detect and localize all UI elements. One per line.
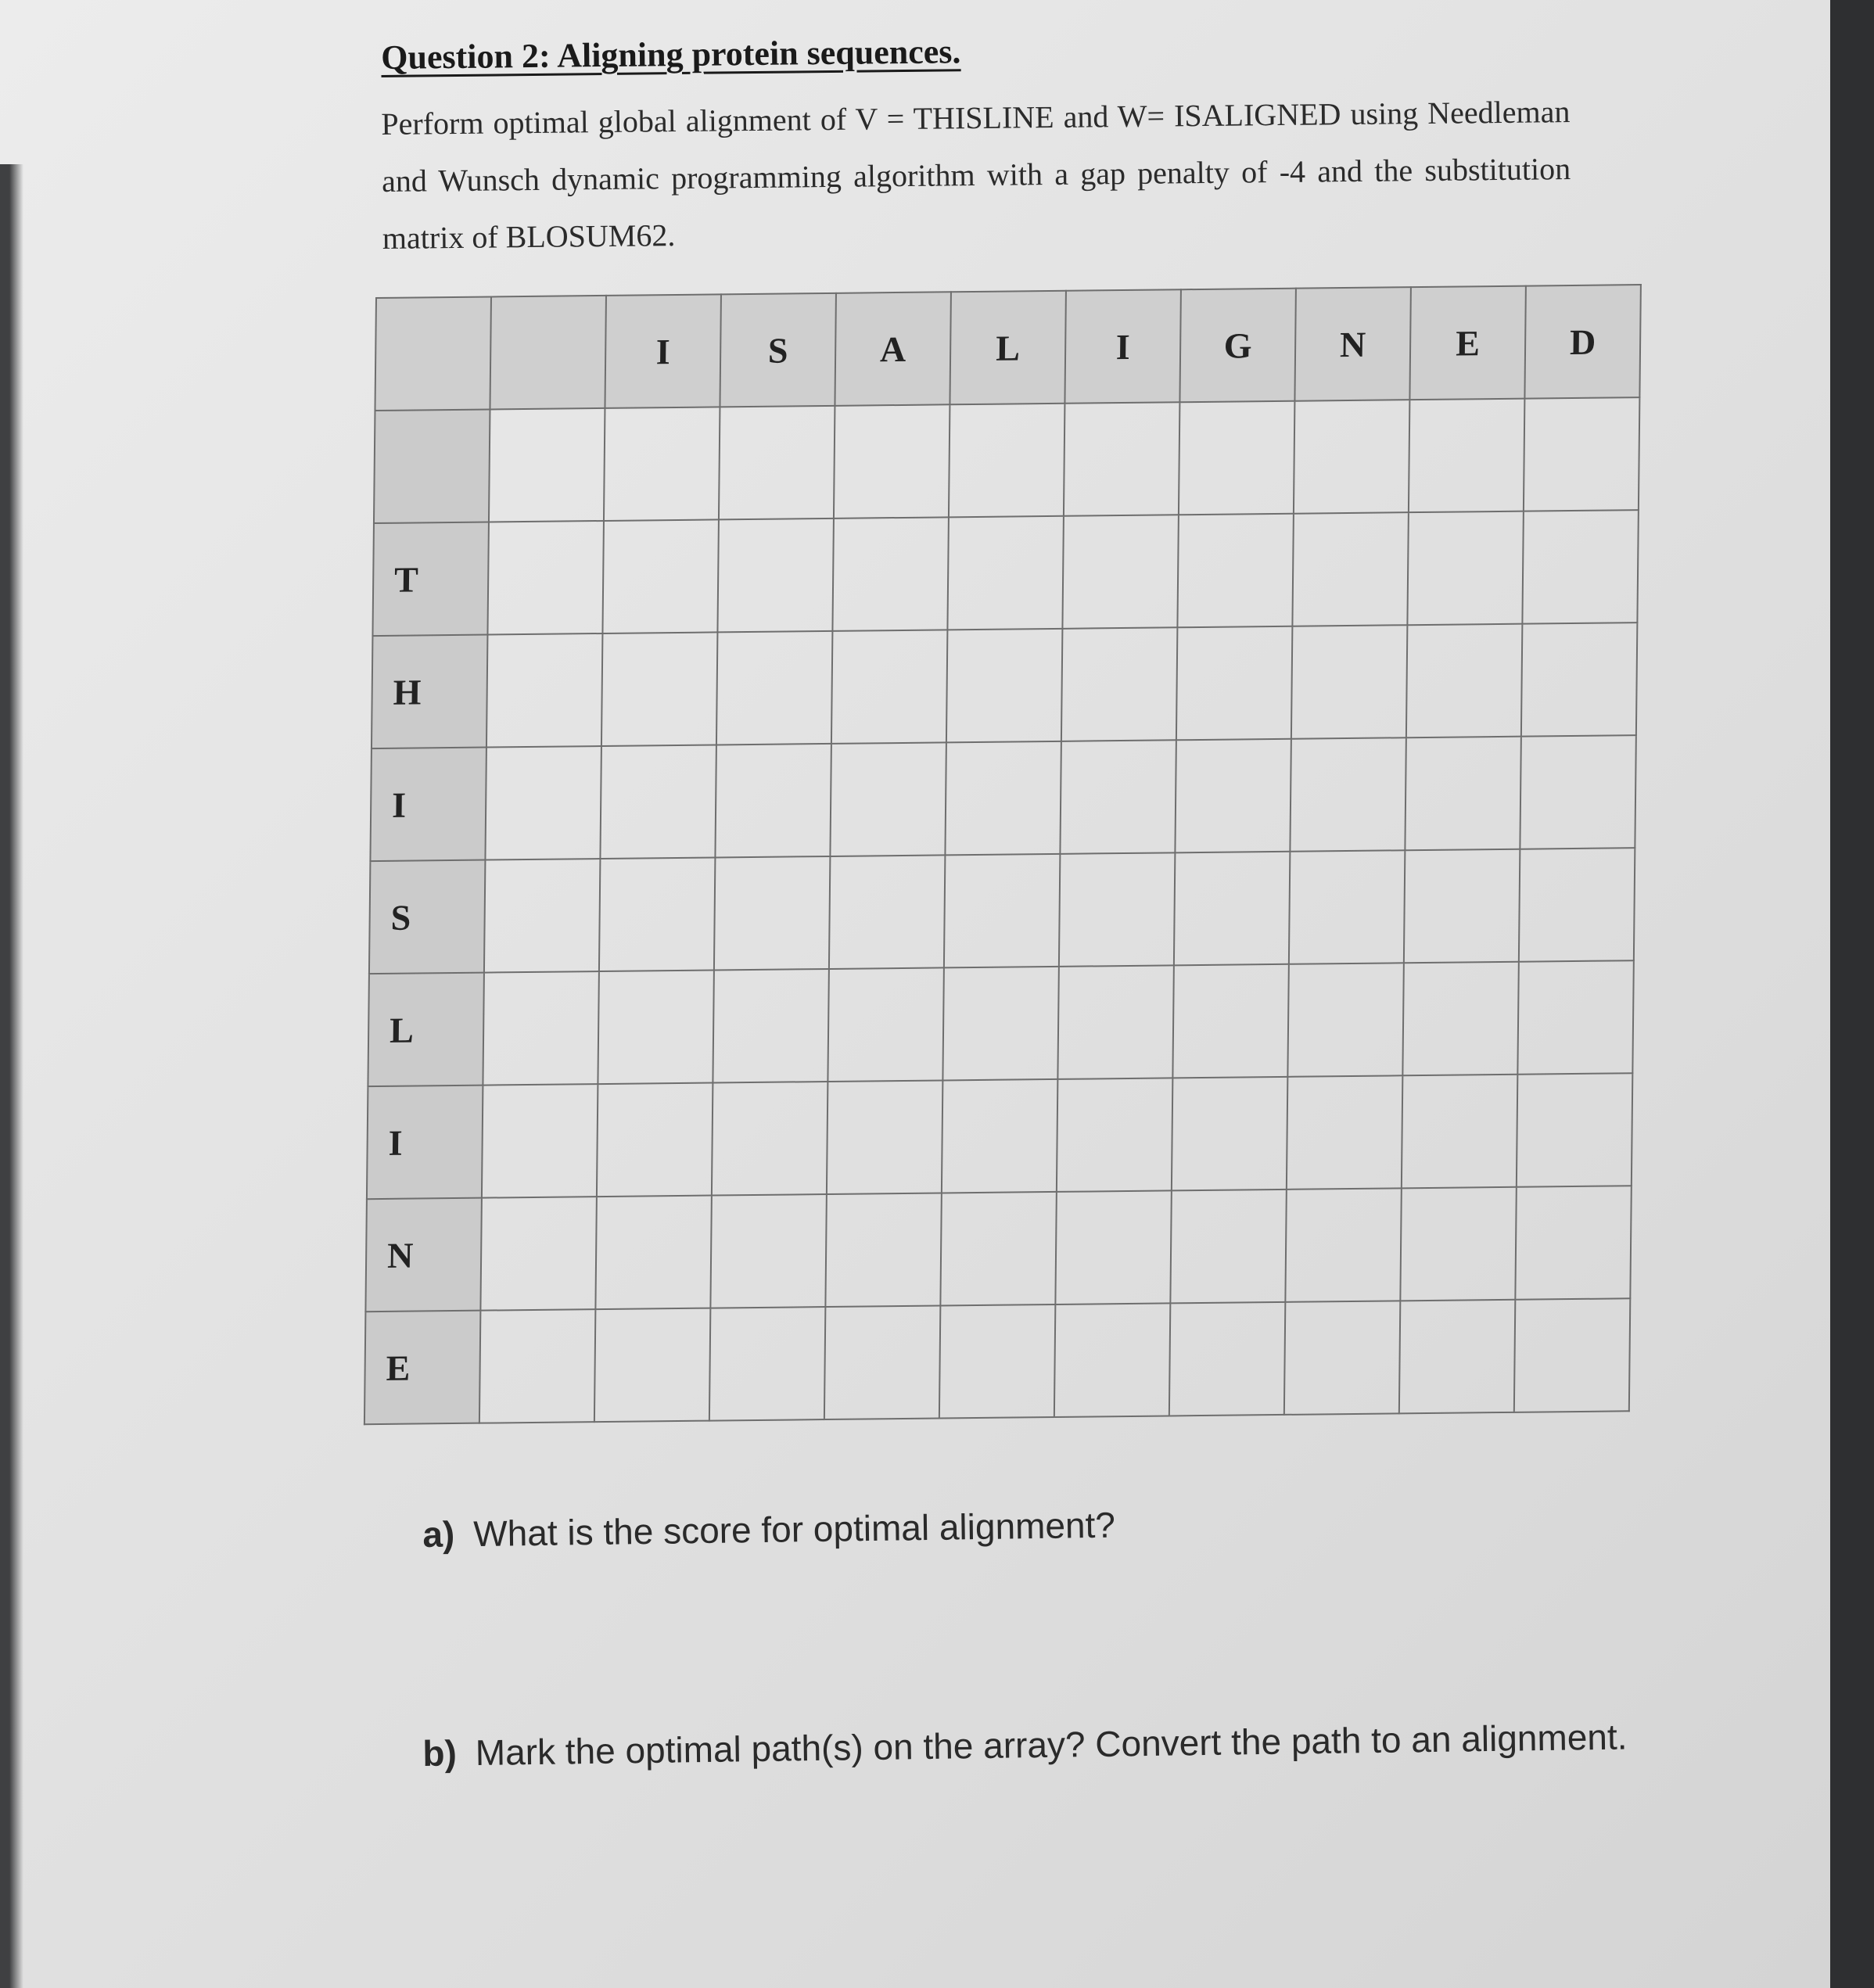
grid-cell[interactable] — [940, 1192, 1057, 1306]
part-b-text: Mark the optimal path(s) on the array? Convert the path to an alignment. — [475, 1716, 1628, 1774]
grid-row-header: I — [367, 1086, 483, 1200]
grid-cell[interactable] — [1285, 1188, 1402, 1302]
grid-cell[interactable] — [1514, 1298, 1631, 1412]
grid-cell[interactable] — [1294, 400, 1410, 514]
grid-col-header: I — [1064, 289, 1181, 404]
grid-cell[interactable] — [831, 630, 948, 744]
question-title: Question 2: Aligning protein sequences. — [381, 32, 961, 77]
grid-cell[interactable] — [1406, 624, 1523, 738]
grid-cell[interactable] — [1287, 963, 1404, 1077]
grid-col-header: I — [605, 294, 721, 408]
grid-cell[interactable] — [949, 404, 1065, 518]
part-a-text: What is the score for optimal alignment? — [472, 1504, 1116, 1555]
grid-cell[interactable] — [485, 746, 601, 860]
grid-cell[interactable] — [1174, 852, 1291, 966]
grid-col-header — [490, 296, 606, 410]
grid-cell[interactable] — [1517, 1073, 1633, 1187]
grid-row — [364, 1298, 1630, 1424]
grid-cell[interactable] — [1175, 739, 1291, 853]
grid-cell[interactable] — [1292, 512, 1409, 626]
grid-col-header: N — [1294, 287, 1411, 401]
grid-cell[interactable] — [947, 516, 1064, 630]
grid-cell[interactable] — [1062, 515, 1179, 629]
grid-cell[interactable] — [480, 1197, 597, 1311]
grid-cell[interactable] — [1290, 737, 1406, 852]
grid-cell[interactable] — [1515, 1186, 1632, 1300]
grid-cell[interactable] — [1405, 737, 1521, 851]
grid-row — [374, 397, 1639, 523]
grid-cell[interactable] — [483, 971, 599, 1086]
grid-cell[interactable] — [712, 1082, 828, 1196]
grid-cell[interactable] — [594, 1308, 711, 1423]
grid-row — [370, 735, 1635, 861]
grid-cell[interactable] — [1520, 735, 1636, 849]
grid-cell[interactable] — [1170, 1190, 1287, 1304]
grid-cell[interactable] — [942, 1079, 1058, 1193]
grid-row-header: I — [370, 748, 486, 862]
grid-cell[interactable] — [595, 1196, 712, 1310]
grid-cell[interactable] — [1172, 964, 1289, 1078]
background-edge — [0, 164, 23, 1988]
grid-cell[interactable] — [709, 1307, 826, 1421]
grid-cell[interactable] — [489, 408, 605, 522]
part-b-label: b) — [422, 1732, 458, 1774]
grid-cell[interactable] — [825, 1193, 942, 1307]
grid-cell[interactable] — [1059, 852, 1176, 967]
grid-cell[interactable] — [1291, 625, 1408, 739]
grid-cell[interactable] — [1060, 740, 1176, 854]
grid-row — [369, 848, 1635, 974]
grid-cell[interactable] — [1172, 1077, 1288, 1191]
grid-cell[interactable] — [1284, 1301, 1401, 1415]
grid-cell[interactable] — [832, 517, 949, 631]
grid-cell[interactable] — [714, 856, 831, 971]
grid-cell[interactable] — [1177, 514, 1294, 628]
grid-cell[interactable] — [1402, 962, 1519, 1076]
grid-cell[interactable] — [1289, 850, 1406, 964]
grid-cell[interactable] — [946, 629, 1063, 743]
grid-row-header: H — [372, 635, 488, 749]
grid-cell[interactable] — [1407, 511, 1524, 626]
grid-cell[interactable] — [830, 742, 946, 856]
grid-cell[interactable] — [824, 1306, 941, 1420]
grid-cell[interactable] — [484, 859, 601, 973]
grid-cell[interactable] — [482, 1084, 598, 1198]
grid-cell[interactable] — [1521, 623, 1638, 737]
grid-row — [368, 960, 1633, 1086]
grid-cell[interactable] — [1179, 401, 1295, 515]
grid-row-header: N — [365, 1198, 482, 1312]
grid-cell[interactable] — [1519, 848, 1635, 962]
grid-col-header: L — [950, 291, 1066, 405]
grid-cell[interactable] — [1517, 960, 1634, 1075]
grid-cell[interactable] — [1522, 510, 1639, 624]
grid-col-header: G — [1179, 289, 1296, 403]
grid-cell[interactable] — [599, 857, 716, 971]
grid-corner-cell — [375, 296, 491, 411]
grid-body — [364, 397, 1639, 1424]
grid-cell[interactable] — [602, 519, 719, 633]
grid-cell[interactable] — [1409, 399, 1525, 513]
grid-col-header: E — [1409, 286, 1526, 400]
grid-cell[interactable] — [829, 855, 946, 969]
grid-cell[interactable] — [719, 406, 835, 520]
grid-row — [372, 623, 1637, 748]
part-a-label: a) — [422, 1513, 455, 1555]
grid-cell[interactable] — [479, 1309, 596, 1423]
grid-col-header: D — [1524, 285, 1641, 399]
grid-cell[interactable] — [1061, 627, 1178, 741]
grid-cell[interactable] — [939, 1304, 1056, 1419]
grid-cell[interactable] — [942, 967, 1059, 1081]
grid-cell[interactable] — [1404, 849, 1520, 963]
grid-cell[interactable] — [945, 741, 1061, 856]
grid-row-header: T — [372, 522, 489, 636]
grid-cell[interactable] — [710, 1194, 827, 1308]
grid-cell[interactable] — [827, 1080, 943, 1194]
grid-cell[interactable] — [486, 633, 603, 748]
grid-cell[interactable] — [1402, 1075, 1518, 1189]
grid-cell[interactable] — [1055, 1190, 1172, 1304]
grid-cell[interactable] — [717, 519, 834, 633]
grid-cell[interactable] — [715, 744, 831, 858]
alignment-grid — [364, 284, 1642, 1425]
grid-cell[interactable] — [1054, 1303, 1171, 1417]
grid-row-header: L — [368, 973, 484, 1087]
background-strip — [1830, 0, 1874, 1988]
grid-row — [367, 1073, 1632, 1199]
grid-cell[interactable] — [1057, 1078, 1173, 1192]
alignment-grid-container — [364, 284, 1642, 1425]
grid-row-header: S — [369, 860, 486, 974]
question-body: Perform optimal global alignment of V = THISLINE and W= ISALIGNED using Needleman and Wunsch dynamic programming algorithm with a gap penalty of -4 and the substitution matrix of BLOSUM62. — [381, 94, 1571, 256]
grid-cell[interactable] — [1176, 626, 1293, 741]
grid-row — [372, 510, 1638, 636]
grid-row-header — [374, 409, 490, 523]
grid-cell[interactable] — [716, 631, 833, 745]
grid-cell[interactable] — [1057, 965, 1174, 1079]
grid-cell[interactable] — [600, 745, 716, 859]
grid-cell[interactable] — [604, 407, 720, 521]
grid-row — [365, 1186, 1631, 1312]
grid-cell[interactable] — [601, 632, 718, 746]
grid-cell[interactable] — [1064, 402, 1180, 516]
grid-cell[interactable] — [487, 521, 604, 635]
grid-header-row — [375, 285, 1640, 411]
grid-col-header: A — [835, 292, 951, 406]
grid-cell[interactable] — [944, 854, 1061, 968]
grid-cell[interactable] — [834, 404, 950, 519]
grid-cell[interactable] — [597, 1083, 713, 1197]
grid-row-header: E — [364, 1311, 481, 1425]
grid-cell[interactable] — [1524, 397, 1640, 511]
grid-cell[interactable] — [828, 967, 944, 1082]
grid-cell[interactable] — [1400, 1187, 1517, 1301]
grid-cell[interactable] — [1287, 1075, 1403, 1190]
grid-col-header: S — [720, 293, 836, 407]
grid-cell[interactable] — [598, 971, 714, 1085]
grid-cell[interactable] — [713, 969, 829, 1083]
grid-cell[interactable] — [1399, 1300, 1516, 1414]
grid-cell[interactable] — [1169, 1302, 1286, 1416]
